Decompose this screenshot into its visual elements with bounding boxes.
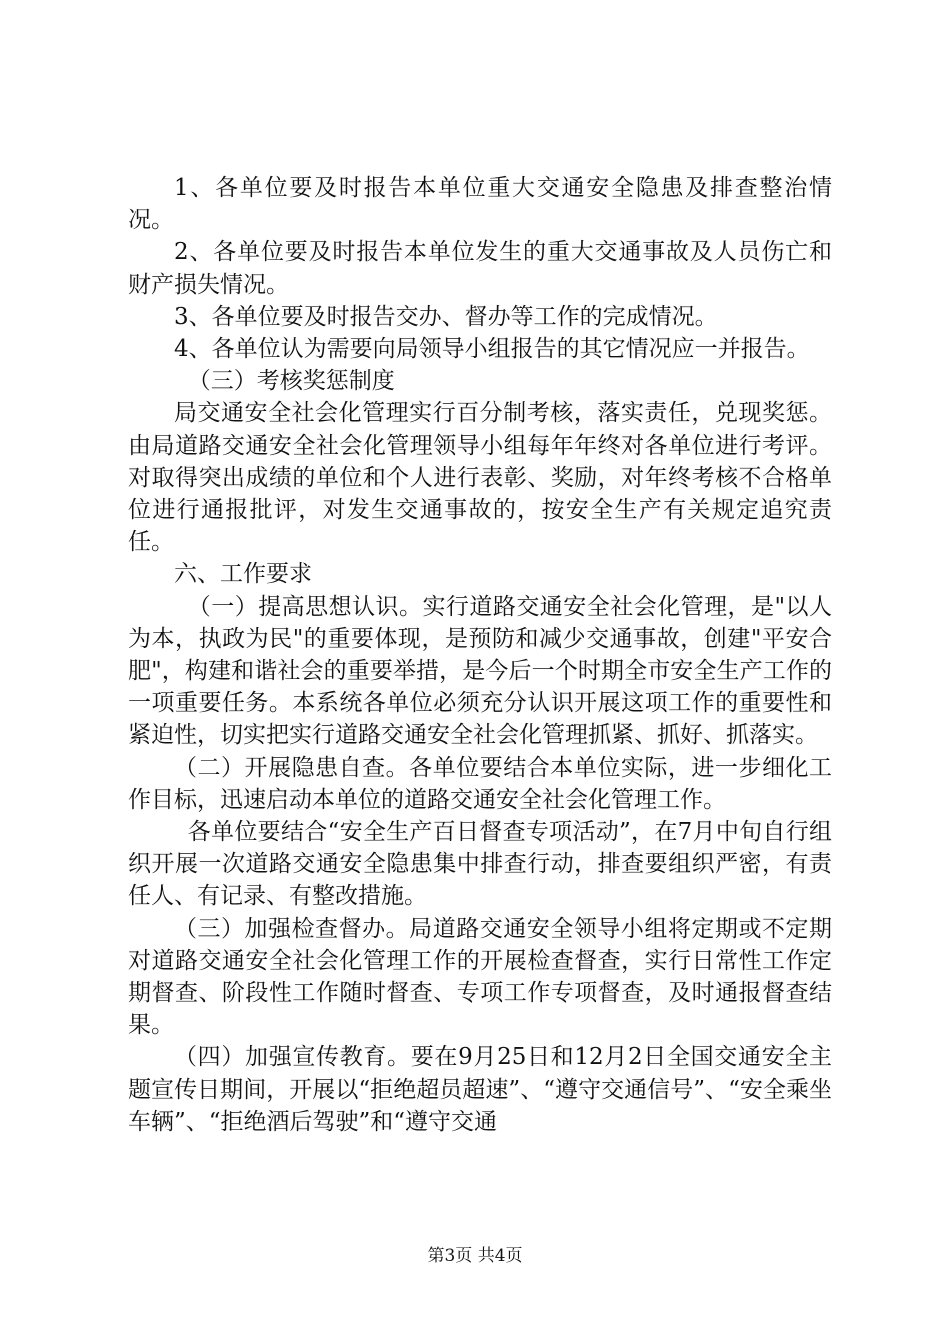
paragraph-assessment: 局交通安全社会化管理实行百分制考核，落实责任，兑现奖惩。由局道路交通安全社会化管理领导小组每年年终对各单位进行考评。对取得突出成绩的单位和个人进行表彰、奖励，对年终考核不合格单位进行通报批评，对发生交通事故的，按安全生产有关规定追究责任。 [128,400,832,556]
document-body [128,172,832,1138]
paragraph-report-item-4: 4、各单位认为需要向局领导小组报告的其它情况应一并报告。 [174,336,810,363]
paragraph-requirement-3: （三）加强检查督办。局道路交通安全领导小组将定期或不定期对道路交通安全社会化管理工作的开展检查督查，实行日常性工作定期督查、阶段性工作随时督查、专项工作专项督查，及时通报督查结果。 [128,915,832,1039]
page-number-label: 第3页 共4页 [427,1246,523,1266]
paragraph-report-item-1: 1、各单位要及时报告本单位重大交通安全隐患及排查整治情况。 [128,175,832,234]
paragraph-requirement-4: （四）加强宣传教育。要在9月25日和12月2日全国交通安全主题宣传日期间，开展以“拒绝超员超速”、“遵守交通信号”、“安全乘坐车辆”、“拒绝酒后驾驶”和“遵守交通 [128,1044,832,1135]
page-footer [0,1245,950,1267]
paragraph-requirement-1: （一）提高思想认识。实行道路交通安全社会化管理，是"以人为本，执政为民"的重要体现，是预防和减少交通事故，创建"平安合肥"，构建和谐社会的重要举措，是今后一个时期全市安全生产工作的一项重要任务。本系统各单位必须充分认识开展这项工作的重要性和紧迫性，切实把实行道路交通安全社会化管理抓紧、抓好、抓落实。 [128,593,832,749]
paragraph-requirement-2-detail: 各单位要结合“安全生产百日督查专项活动”，在7月中旬自行组织开展一次道路交通安全隐患集中排查行动，排查要组织严密，有责任人、有记录、有整改措施。 [128,819,832,910]
paragraph-report-item-2: 2、各单位要及时报告本单位发生的重大交通事故及人员伤亡和财产损失情况。 [128,239,832,298]
section-heading-assessment: （三）考核奖惩制度 [187,368,395,395]
paragraph-requirement-2: （二）开展隐患自查。各单位要结合本单位实际，进一步细化工作目标，迅速启动本单位的道路交通安全社会化管理工作。 [128,754,832,813]
paragraph-report-item-3: 3、各单位要及时报告交办、督办等工作的完成情况。 [174,303,718,330]
section-heading-work-requirements: 六、工作要求 [174,561,312,588]
